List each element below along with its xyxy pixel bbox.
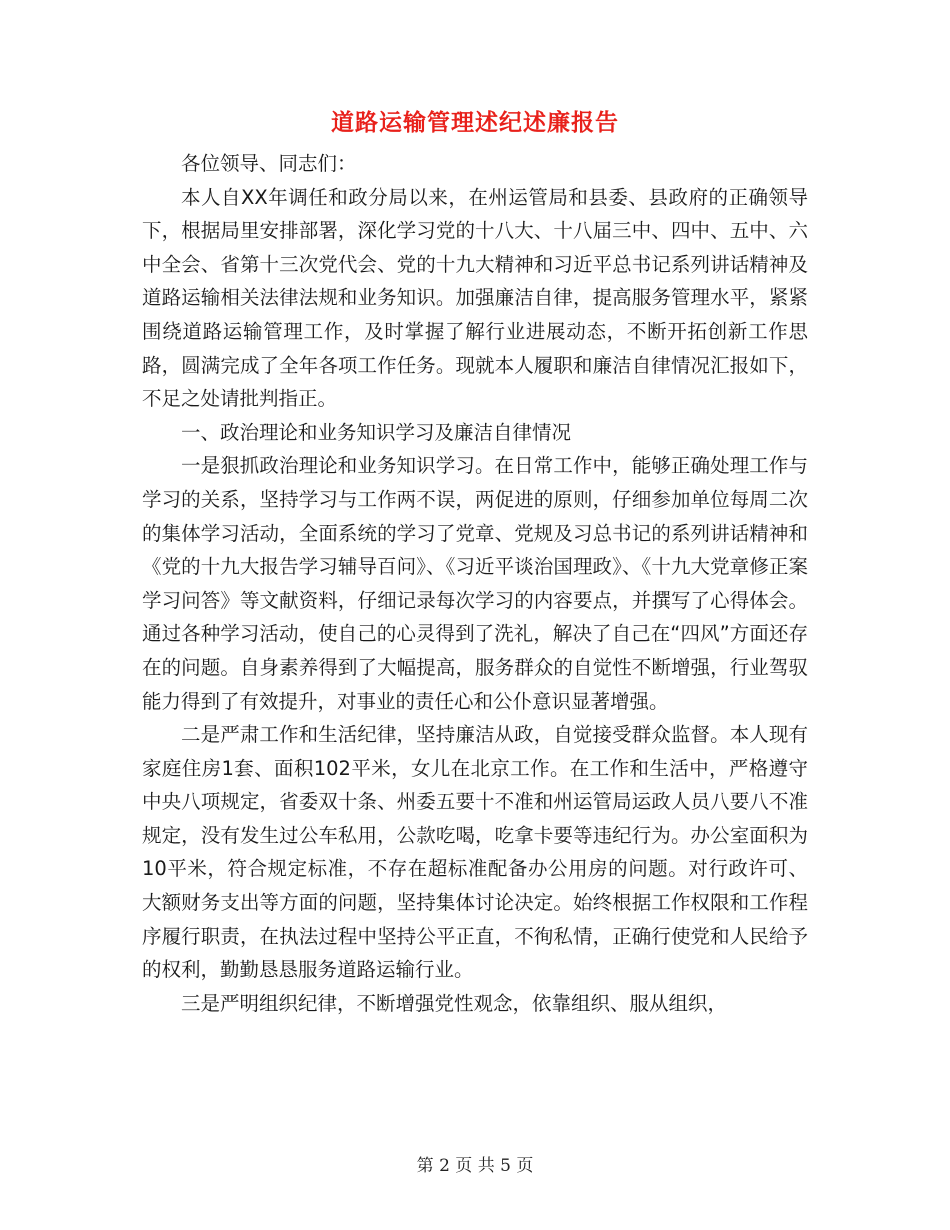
salutation-paragraph: 各位领导、同志们： xyxy=(181,152,357,175)
document-body xyxy=(142,147,808,1020)
discipline-paragraph: 二是严肃工作和生活纪律，坚持廉洁从政，自觉接受群众监督。本人现有家庭住房1套、面积102平米，女儿在北京工作。在工作和生活中，严格遵守中央八项规定，省委双十条、州委五要十不准和州运管局运政人员八要八不准规定，没有发生过公车私用，公款吃喝，吃拿卡要等违纪行为。办公室面积为10平米，符合规定标准，不存在超标准配备办公用房的问题。对行政许可、大额财务支出等方面的问题，坚持集体讨论决定。始终根据工作权限和工作程序履行职责，在执法过程中坚持公平正直，不徇私情，正确行使党和人民给予的权利，勤勤恳恳服务道路运输行业。 xyxy=(142,723,808,982)
study-paragraph: 一是狠抓政治理论和业务知识学习。在日常工作中，能够正确处理工作与学习的关系，坚持学习与工作两不误，两促进的原则，仔细参加单位每周二次的集体学习活动，全面系统的学习了党章、党规及习总书记的系列讲话精神和《党的十九大报告学习辅导百问》、《习近平谈治国理政》、《十九大党章修正案学习问答》等文献资料，仔细记录每次学习的内容要点，并撰写了心得体会。通过各种学习活动，使自己的心灵得到了洗礼，解决了自己在“四风”方面还存在的问题。自身素养得到了大幅提高，服务群众的自觉性不断增强，行业驾驭能力得到了有效提升，对事业的责任心和公仆意识显著增强。 xyxy=(142,454,808,713)
page-number: 第 2 页 共 5 页 xyxy=(416,1156,534,1176)
page-footer xyxy=(0,1154,950,1178)
document-title: 道路运输管理述纪述廉报告 xyxy=(331,109,619,136)
section-heading: 一、政治理论和业务知识学习及廉洁自律情况 xyxy=(181,420,572,444)
intro-paragraph: 本人自XX年调任和政分局以来，在州运管局和县委、县政府的正确领导下，根据局里安排部署，深化学习党的十八大、十八届三中、四中、五中、六中全会、省第十三次党代会、党的十九大精神和习近平总书记系列讲话精神及道路运输相关法律法规和业务知识。加强廉洁自律，提高服务管理水平，紧紧围绕道路运输管理工作，及时掌握了解行业进展动态，不断开拓创新工作思路，圆满完成了全年各项工作任务。现就本人履职和廉洁自律情况汇报如下，不足之处请批判指正。 xyxy=(142,185,808,411)
organization-paragraph: 三是严明组织纪律，不断增强党性观念，依靠组织、服从组织， xyxy=(181,991,728,1015)
